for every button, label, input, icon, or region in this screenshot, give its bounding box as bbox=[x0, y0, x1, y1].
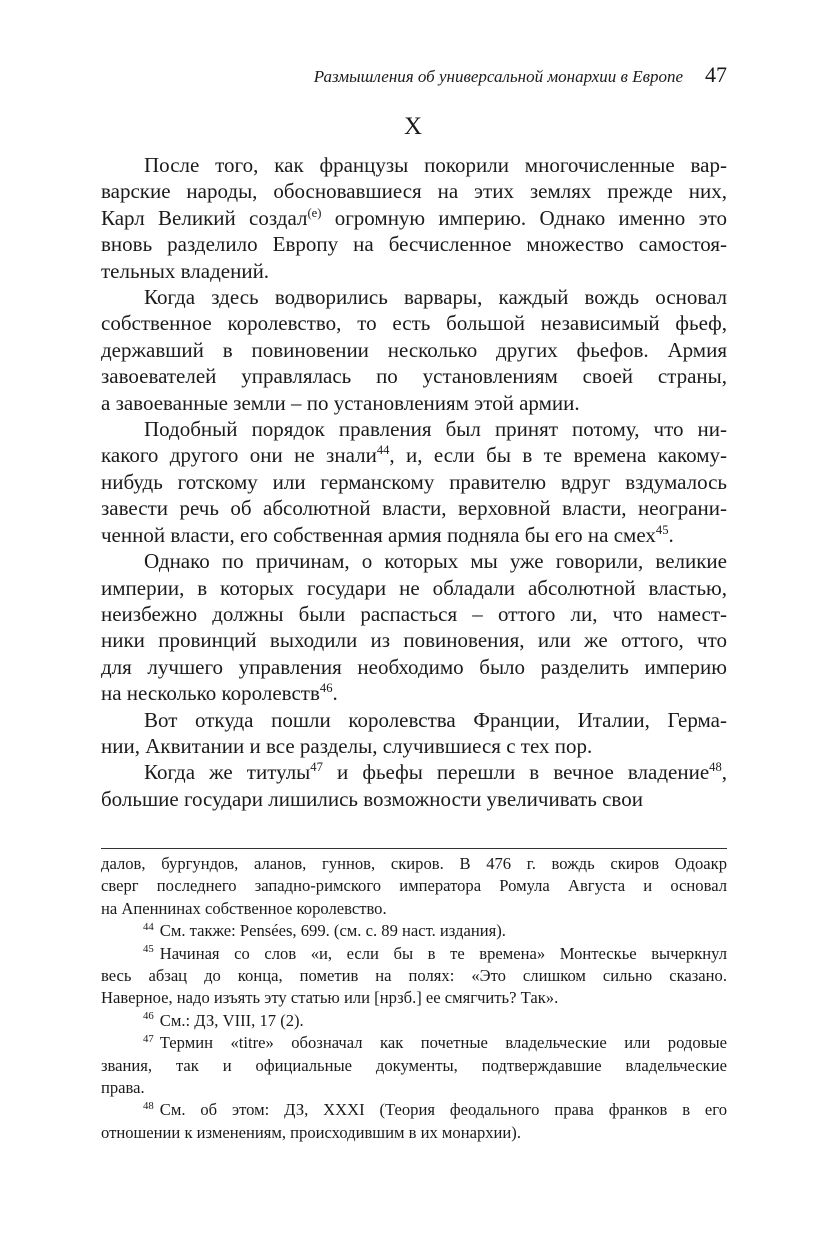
footnote-continuation bbox=[101, 853, 727, 920]
running-header bbox=[100, 62, 727, 92]
paragraph bbox=[101, 707, 727, 760]
text-line: завоевателей управлялась по установлениям своей страны, bbox=[101, 364, 727, 389]
footnote bbox=[101, 1099, 727, 1144]
paragraph bbox=[101, 759, 727, 812]
footnote-line: права. bbox=[101, 1078, 145, 1098]
footnote-line: сверг последнего западно-римского императора Ромула Августа и основал bbox=[101, 876, 727, 896]
footnote-ref: 46 bbox=[319, 681, 333, 696]
footnote-number: 46 bbox=[143, 1010, 154, 1023]
paragraph bbox=[101, 416, 727, 548]
paragraph bbox=[101, 548, 727, 706]
chapter-heading: X bbox=[403, 113, 424, 140]
text-line: тельных владений. bbox=[101, 258, 270, 283]
text-line: большие государи лишились возможности увеличивать свои bbox=[101, 786, 643, 811]
footnote-line: далов, бургундов, аланов, гуннов, скиров. В 476 г. вождь скиров Одоакр bbox=[101, 854, 727, 873]
footnote-rule bbox=[101, 848, 727, 849]
text-line: завести речь об абсолютной власти, верховной власти, неограни- bbox=[101, 496, 727, 521]
footnote-line: $^{48}$ См. об этом: ДЗ, XXXI (Теория феодального права франков в его bbox=[143, 1099, 727, 1120]
text-line: империи, в которых государи не обладали абсолютной властью, bbox=[101, 575, 727, 600]
footnote-number: 48 bbox=[143, 1099, 154, 1112]
text-line: для лучшего управления необходимо было разделить империю bbox=[101, 654, 727, 679]
text-line: нибудь готскому или германскому правителю вдруг вздумалось bbox=[101, 469, 727, 494]
running-title: Размышления об универсальной монархии в Европе bbox=[313, 67, 683, 86]
text-line: неизбежно должны были распасться – оттого ли, что намест- bbox=[101, 601, 727, 626]
text-line: а завоеванные земли – по установлениям этой армии. bbox=[101, 390, 580, 415]
footnote bbox=[101, 920, 727, 942]
main-text bbox=[101, 152, 727, 812]
text-line: ники провинций выходили из повиновения, или же оттого, что bbox=[101, 628, 727, 653]
text-line: варские народы, обосновавшиеся на этих землях прежде них, bbox=[101, 179, 727, 204]
paragraph bbox=[101, 284, 727, 416]
footnote-line: $^{47}$ Термин «titre» обозначал как почетные владельческие или родовые bbox=[143, 1032, 727, 1053]
footnote-number: 45 bbox=[143, 943, 154, 956]
footnote-number: 47 bbox=[143, 1032, 154, 1045]
text-line: державший в повиновении несколько других фьефов. Армия bbox=[101, 337, 727, 362]
footnote bbox=[101, 1032, 727, 1099]
text-line: собственное королевство, то есть большой независимый фьеф, bbox=[101, 311, 727, 336]
text-line: какого другого они не знали$^{44}$, и, если бы в те времена какому- bbox=[101, 443, 727, 468]
footnote-line: Наверное, надо изъять эту статью или [нрзб.] ее смягчить? Так». bbox=[101, 988, 559, 1008]
text-line: Когда же титулы$^{47}$ и фьефы перешли в вечное владение$^{48}$, bbox=[144, 760, 727, 785]
footnote-line: $^{45}$ Начиная со слов «и, если бы в те времена» Монтескье вычеркнул bbox=[143, 943, 727, 963]
footnote-number: 44 bbox=[143, 920, 154, 933]
footnote-line: весь абзац до конца, пометив на полях: «Это слишком сильно сказано. bbox=[101, 966, 727, 986]
text-line: После того, как французы покорили многочисленные вар- bbox=[144, 153, 727, 177]
text-line: Однако по причинам, о которых мы уже говорили, великие bbox=[144, 549, 727, 574]
footnotes bbox=[101, 853, 727, 1144]
footnote-line: отношении к изменениям, происходившим в их монархии). bbox=[101, 1122, 521, 1142]
text-line: Подобный порядок правления был принят потому, что ни- bbox=[144, 417, 727, 442]
footnote-line: $^{44}$ См. также: Pensées, 699. (см. с. 89 наст. издания). bbox=[143, 920, 506, 941]
footnote-ref: 48 bbox=[709, 760, 722, 775]
paragraph bbox=[101, 152, 727, 284]
footnote bbox=[101, 1010, 727, 1032]
footnote-line: $^{46}$ См.: ДЗ, VIII, 17 (2). bbox=[143, 1010, 304, 1030]
text-line: нии, Аквитании и все разделы, случившиеся с тех пор. bbox=[101, 733, 593, 758]
footnote-ref: (e) bbox=[307, 205, 322, 220]
text-line: вновь разделило Европу на бесчисленное множество самостоя- bbox=[101, 232, 727, 257]
text-line: на несколько королевств$^{46}$. bbox=[101, 681, 338, 706]
text-line: Когда здесь водворились варвары, каждый вождь основал bbox=[144, 285, 727, 310]
text-line: Вот откуда пошли королевства Франции, Италии, Герма- bbox=[144, 707, 727, 732]
footnote-line: на Апеннинах собственное королевство. bbox=[101, 898, 387, 918]
footnote-line: звания, так и официальные документы, подтверждавшие владельческие bbox=[101, 1055, 727, 1075]
page-number: 47 bbox=[705, 62, 727, 87]
footnote-ref: 47 bbox=[310, 760, 323, 775]
footnote-ref: 45 bbox=[655, 522, 669, 537]
text-line: Карл Великий создал$^{(e)}$ огромную империю. Однако именно это bbox=[101, 205, 727, 230]
footnote-ref: 44 bbox=[376, 443, 390, 458]
text-line: ченной власти, его собственная армия подняла бы его на смех$^{45}$. bbox=[101, 522, 674, 547]
footnote bbox=[101, 943, 727, 1010]
